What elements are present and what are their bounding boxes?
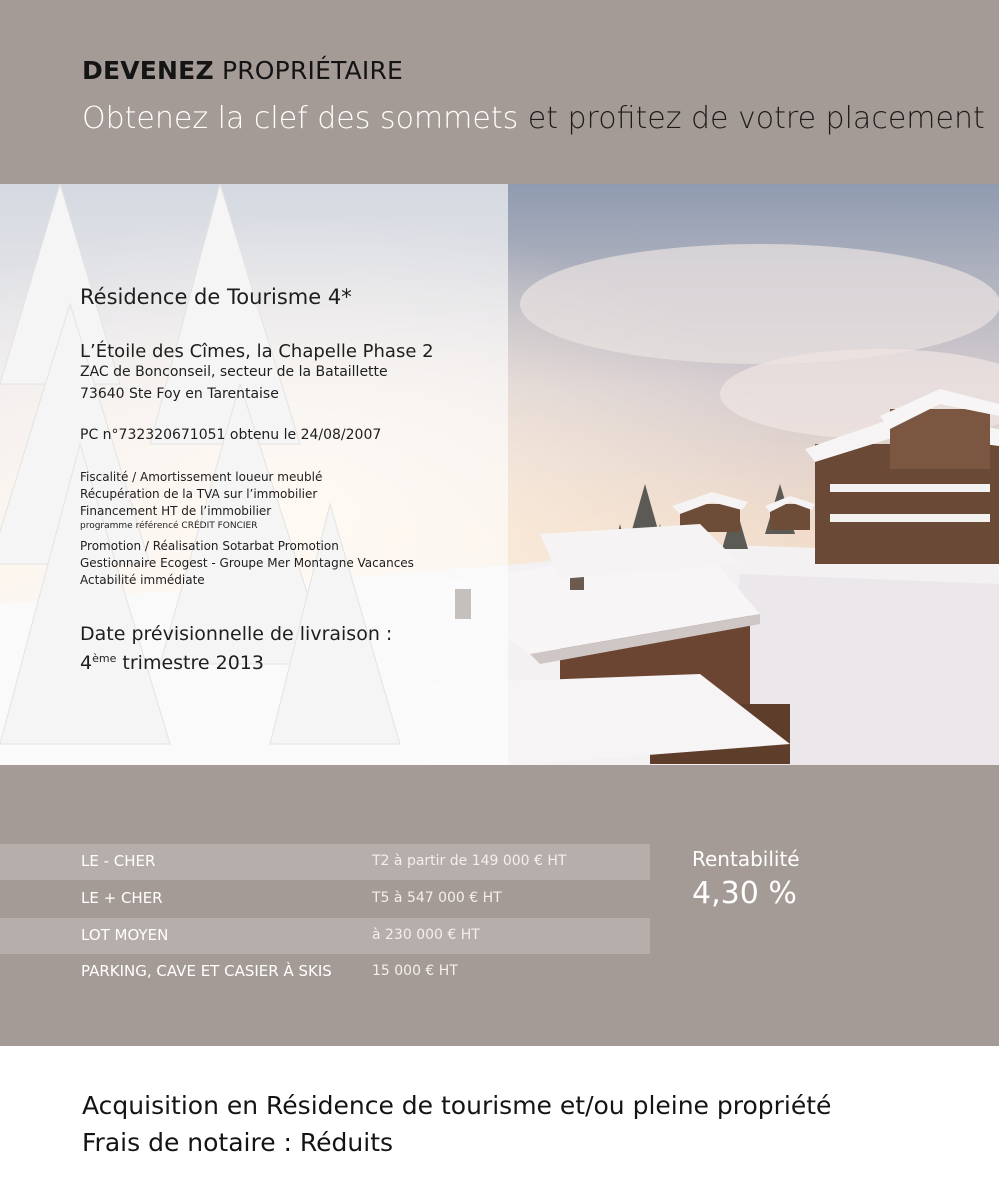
- detail-item: Financement HT de l’immobilier: [80, 504, 272, 518]
- delivery-quarter-number: 4: [80, 652, 93, 674]
- price-value: à 230 000 € HT: [372, 927, 480, 943]
- price-label: LOT MOYEN: [81, 926, 169, 944]
- price-row: [0, 844, 650, 880]
- delivery-rest: trimestre 2013: [116, 652, 264, 674]
- price-label: PARKING, CAVE ET CASIER À SKIS: [81, 962, 332, 980]
- residence-name: L’Étoile des Cîmes, la Chapelle Phase 2: [80, 341, 434, 362]
- tagline-dark: et profitez de votre placement: [518, 101, 985, 136]
- delivery-label: Date prévisionnelle de livraison :: [80, 623, 393, 645]
- detail-item: Gestionnaire Ecogest - Groupe Mer Montagne Vacances: [80, 556, 414, 570]
- detail-item: Récupération de la TVA sur l’immobilier: [80, 487, 318, 501]
- price-value: T5 à 547 000 € HT: [372, 890, 502, 906]
- tagline-light: Obtenez la clef des sommets: [82, 101, 519, 136]
- footer-acquisition: Acquisition en Résidence de tourisme et/ou pleine propriété: [82, 1091, 832, 1120]
- prices-section: [0, 765, 999, 1046]
- price-value: T2 à partir de 149 000 € HT: [372, 853, 567, 869]
- detail-item: Actabilité immédiate: [80, 573, 205, 587]
- detail-item: Fiscalité / Amortissement loueur meublé: [80, 470, 323, 484]
- price-value: 15 000 € HT: [372, 963, 458, 979]
- price-row: [0, 918, 650, 954]
- tagline: [82, 101, 985, 136]
- address-line-2: 73640 Ste Foy en Tarentaise: [80, 386, 279, 402]
- building-permit: PC n°732320671051 obtenu le 24/08/2007: [80, 427, 382, 443]
- page-title: [82, 56, 403, 85]
- delivery-ordinal: ème: [92, 652, 117, 665]
- header-band: [0, 0, 999, 184]
- detail-item: Promotion / Réalisation Sotarbat Promotion: [80, 539, 339, 553]
- address-line-1: ZAC de Bonconseil, secteur de la Bataillette: [80, 364, 388, 380]
- footer-notary-fees: Frais de notaire : Réduits: [82, 1128, 394, 1157]
- info-panel: [0, 184, 508, 765]
- rentability-label: Rentabilité: [692, 847, 800, 871]
- title-rest: PROPRIÉTAIRE: [213, 56, 404, 85]
- price-label: LE + CHER: [81, 889, 163, 907]
- price-label: LE - CHER: [81, 852, 156, 870]
- residence-category: Résidence de Tourisme 4*: [80, 285, 352, 309]
- rentability-value: 4,30 %: [692, 876, 797, 911]
- title-bold: DEVENEZ: [82, 56, 214, 85]
- detail-note: programme référencé CRÉDIT FONCIER: [80, 521, 258, 531]
- price-row: [0, 881, 650, 917]
- delivery-date: [80, 652, 264, 674]
- hero-photo: [0, 184, 999, 765]
- price-row: [0, 954, 650, 990]
